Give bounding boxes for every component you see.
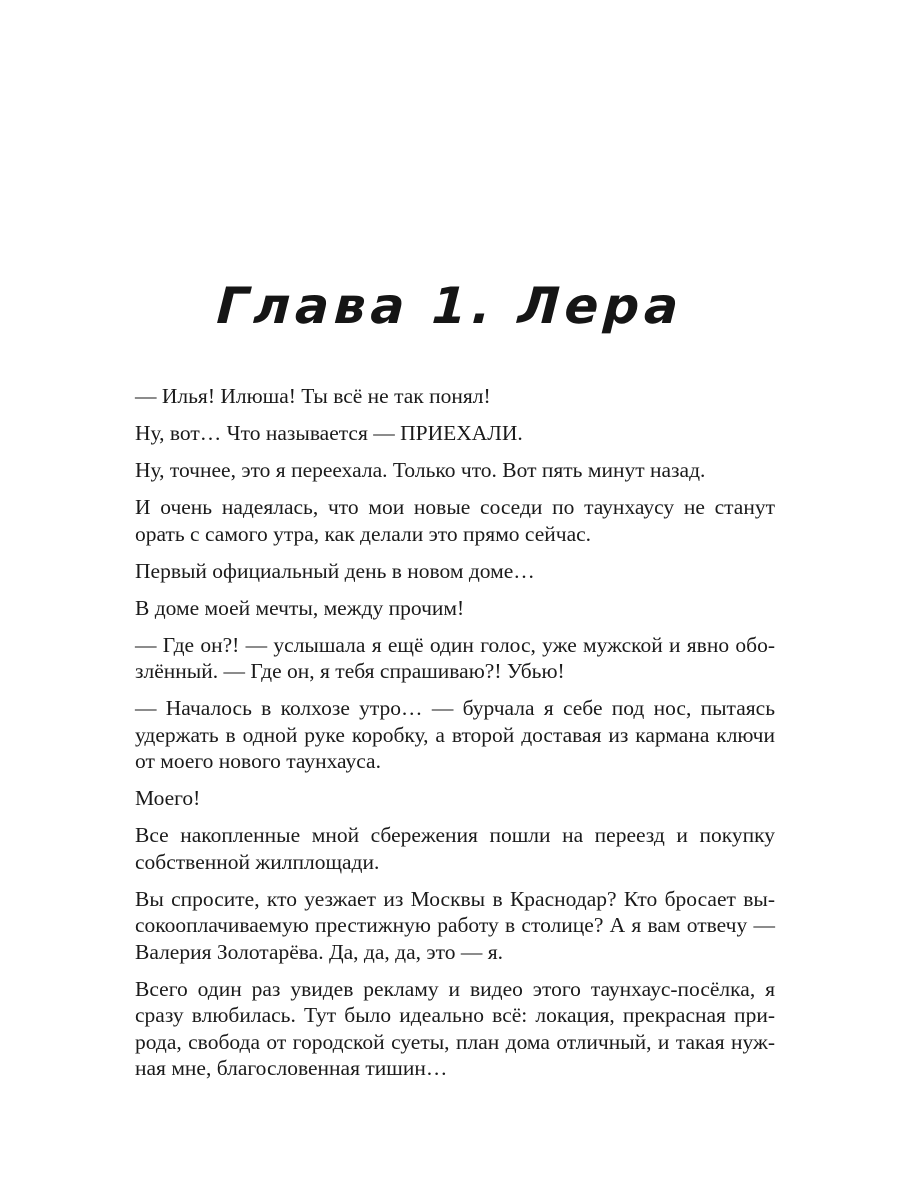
paragraph: — Илья! Илюша! Ты всё не так понял! [135,384,491,408]
paragraph: Первый официальный день в новом доме… [135,558,535,583]
paragraph: В доме моей мечты, между прочим! [135,595,465,620]
paragraph: И очень надеялась, что мои новые соседи по таунхаусу не станут орать с самого утра, как делали это прямо сейчас. [135,495,775,546]
paragraph: Ну, точнее, это я переехала. Только что. Вот пять минут назад. [135,458,706,482]
chapter-body [135,383,775,1092]
paragraph: — Где он?! — услышала я ещё один голос, уже мужской и явно обозлённый. — Где он, я тебя спрашиваю?! Убью! [135,632,775,683]
paragraph: Ну, вот… Что называется — ПРИЕХАЛИ. [135,421,523,445]
chapter-title: Глава 1. Лера [215,277,685,335]
paragraph: Все накопленные мной сбережения пошли на переезд и покупку собственной жилплощади. [135,823,775,874]
paragraph: Всего один раз увидев рекламу и видео этого таунхаус-посёлка, я сразу влюбилась. Тут было идеально всё: локация, прекрасная природа, свобода от городской суеты, план дома отличный, и такая нужная мне, благословенная тишин… [135,976,775,1080]
paragraph: Вы спросите, кто уезжает из Москвы в Краснодар? Кто бросает высокооплачиваемую престижную работу в столице? А я вам отвечу — Валерия Золотарёва. Да, да, да, это — я. [135,886,775,964]
paragraph: Моего! [135,786,201,810]
paragraph: — Началось в колхозе утро… — бурчала я себе под нос, пытаясь удержать в одной руке коробку, а второй доставая из кармана ключи от моего нового таунхауса. [135,696,775,773]
